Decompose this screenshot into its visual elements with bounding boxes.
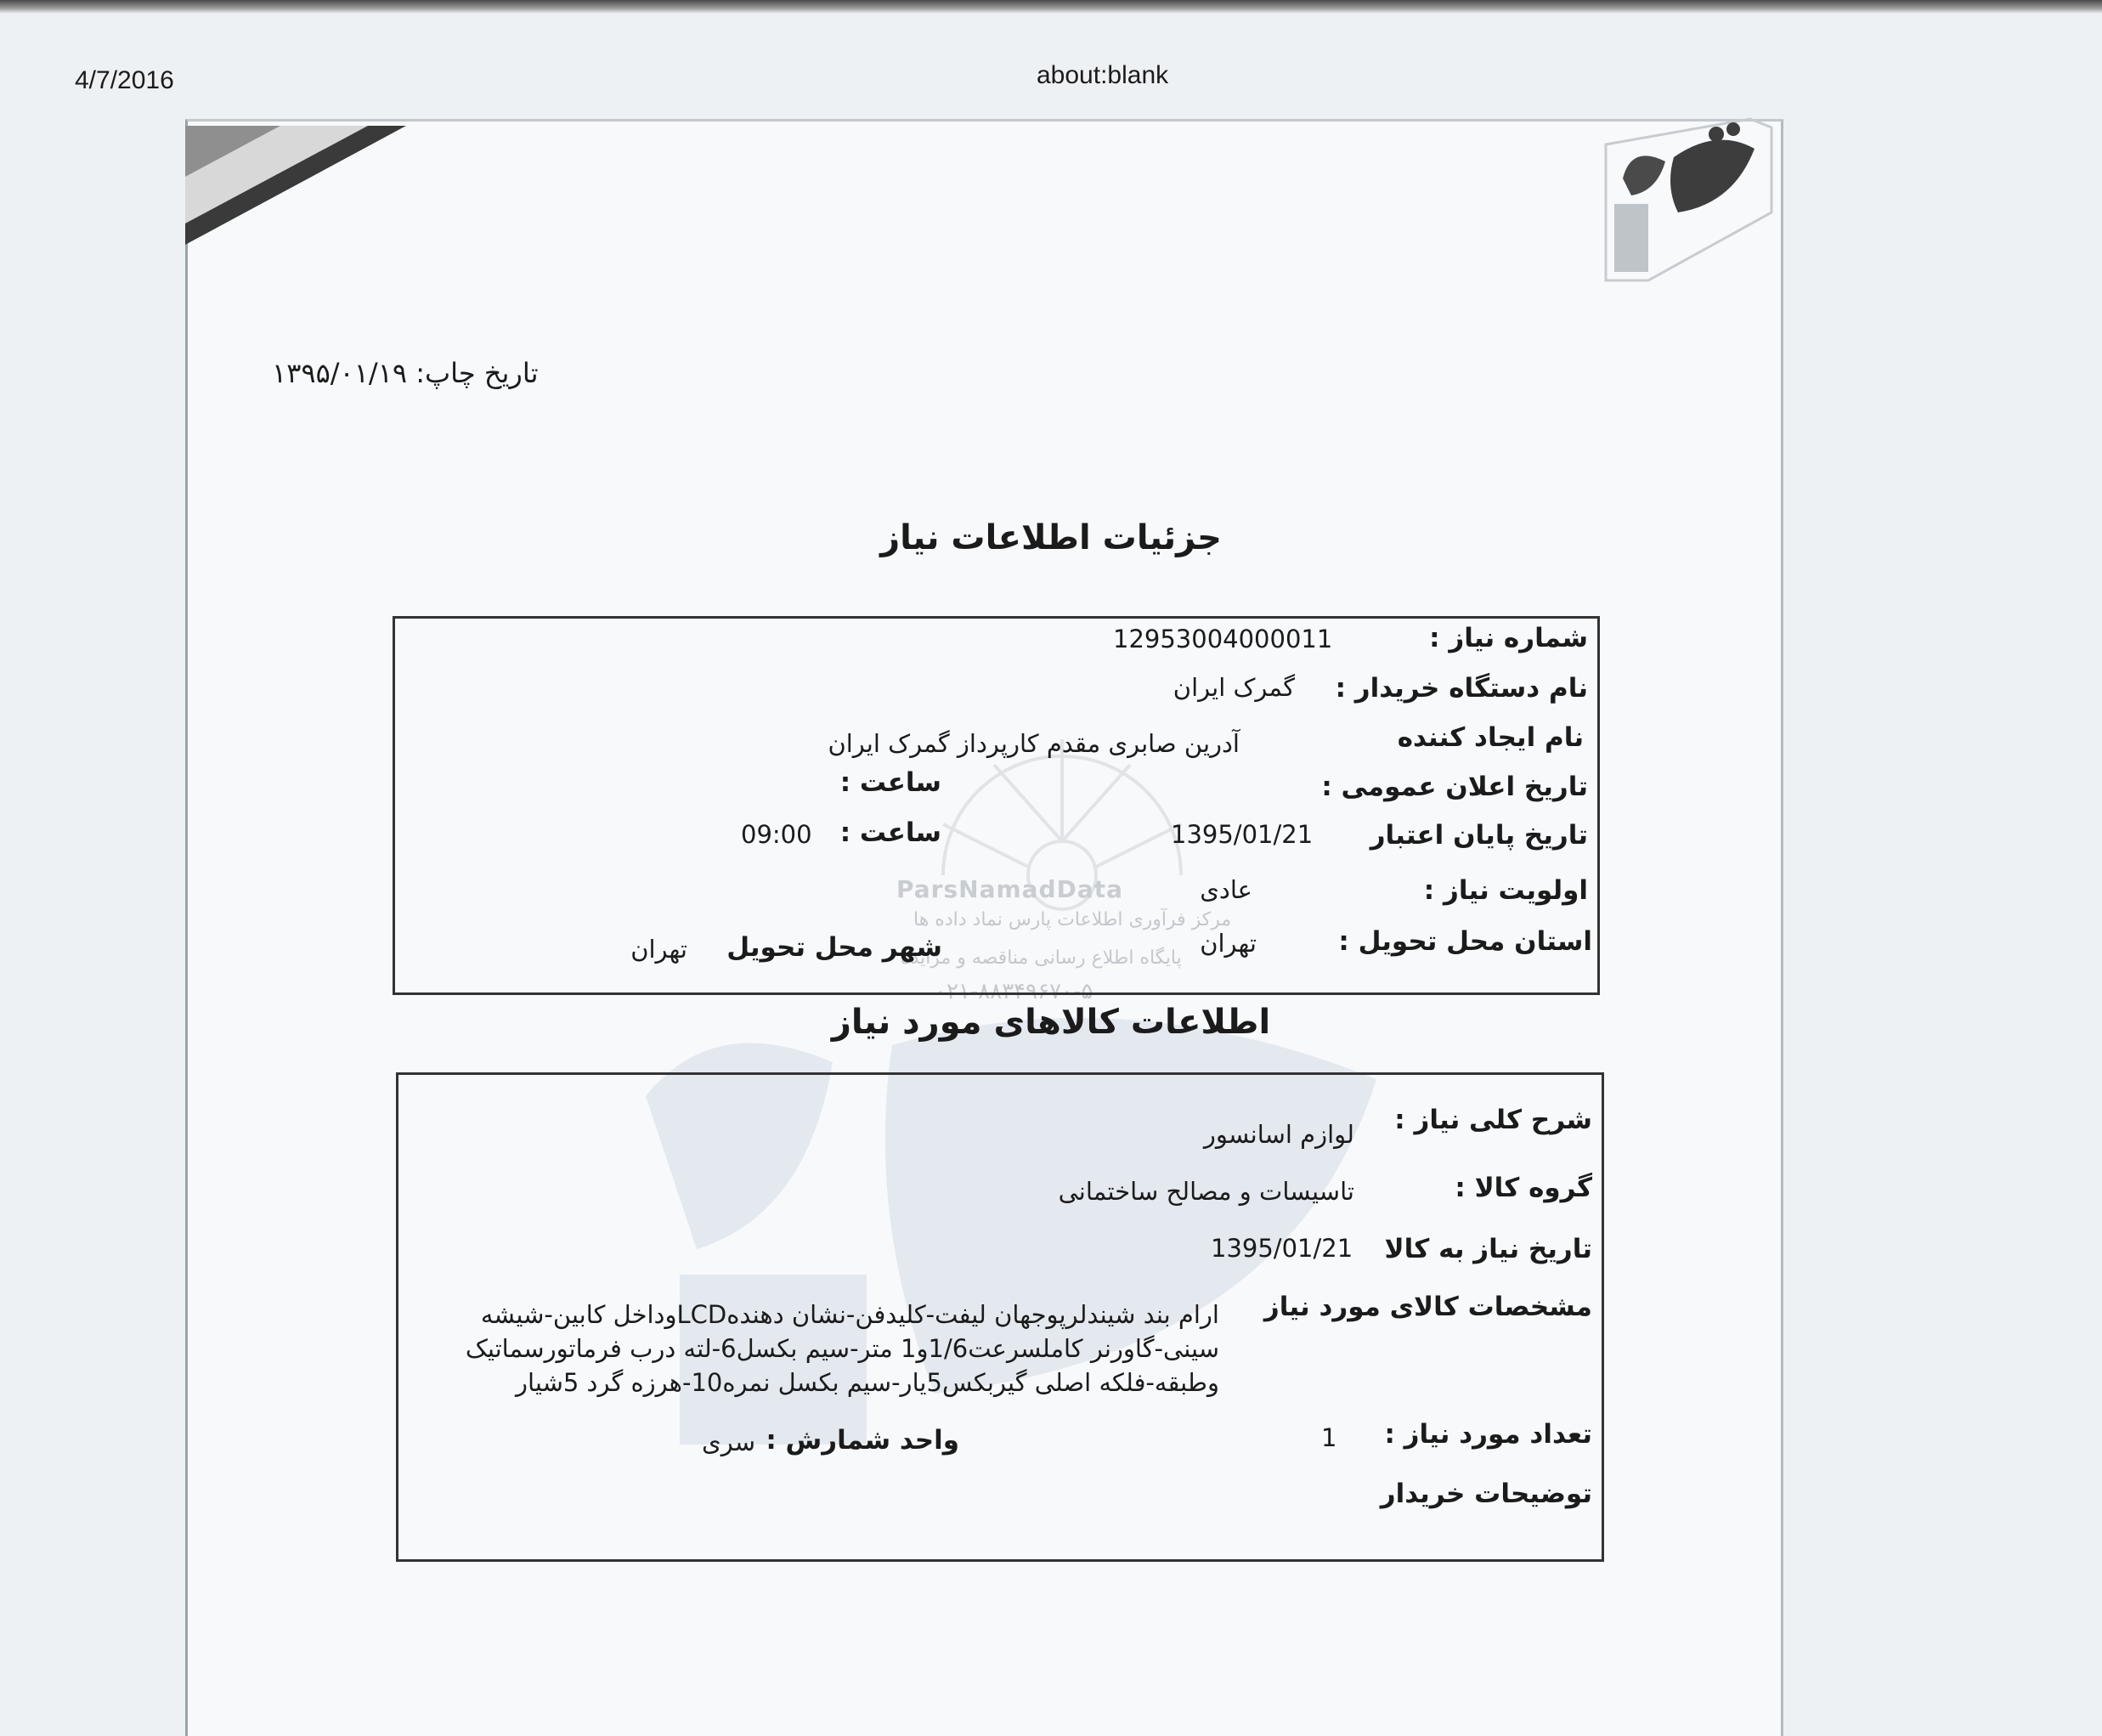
priority-value: عادی: [1200, 875, 1252, 904]
quantity-label: تعداد مورد نیاز :: [1384, 1419, 1592, 1450]
validity-date-label: تاریخ پایان اعتبار: [1370, 820, 1588, 851]
watermark-phone: ۰۲۱-۸۸۳۴۹۶۷۰-۵: [935, 979, 1093, 1004]
summary-value: لوازم اسانسور: [1203, 1120, 1354, 1149]
need-number-label: شماره نیاز :: [1429, 623, 1588, 653]
group-label: گروه کالا :: [1455, 1173, 1592, 1203]
browser-header-date: 4/7/2016: [75, 66, 174, 94]
unit-value: سری: [702, 1428, 755, 1456]
validity-time-label: ساعت :: [839, 817, 941, 848]
details-title: جزئیات اطلاعات نیاز: [880, 518, 1222, 557]
print-date: تاریخ چاپ: ۱۳۹۵/۰۱/۱۹: [272, 357, 539, 389]
specs-label: مشخصات کالای مورد نیاز: [1263, 1292, 1592, 1322]
province-value: تهران: [1200, 929, 1257, 958]
need-date-label: تاریخ نیاز به کالا: [1384, 1234, 1592, 1264]
need-date-value: 1395/01/21: [1211, 1234, 1353, 1263]
quantity-value: 1: [1321, 1423, 1337, 1452]
buyer-notes-label: توضیحات خریدار: [1380, 1479, 1592, 1509]
buyer-value: گمرک ایران: [1172, 673, 1295, 702]
specs-line-3: وطبقه-فلکه اصلی گیربکس5یار-سیم بکسل نمره10-هرزه گرد 5شیار: [515, 1368, 1219, 1397]
specs-line-2: سینی-گاورنر کاملسرعت1/6و1 متر-سیم بکسل6-لته درب فرماتورسماتیک: [465, 1334, 1219, 1363]
priority-label: اولویت نیاز :: [1423, 875, 1588, 906]
goods-title: اطلاعات کالاهای مورد نیاز: [831, 1003, 1271, 1042]
browser-header-url: about:blank: [1037, 61, 1169, 89]
city-value: تهران: [630, 935, 687, 964]
need-number-value: 12953004000011: [1113, 625, 1333, 653]
announce-date-label: تاریخ اعلان عمومی :: [1321, 772, 1588, 802]
creator-value: آدرین صابری مقدم کارپرداز گمرک ایران: [828, 729, 1240, 758]
specs-description: [404, 1298, 1219, 1400]
setad-logo: [1597, 110, 1784, 289]
buyer-label: نام دستگاه خریدار :: [1335, 673, 1588, 704]
summary-label: شرح کلی نیاز :: [1394, 1105, 1592, 1135]
announce-time-label: ساعت :: [839, 767, 941, 798]
validity-time-value: 09:00: [741, 820, 812, 849]
watermark-line-1: مرکز فرآوری اطلاعات پارس نماد داده ها: [913, 909, 1232, 930]
watermark-brand: ParsNamadData: [896, 875, 1123, 903]
city-label: شهر محل تحویل: [726, 932, 942, 963]
watermark-line-2: پایگاه اطلاع رسانی مناقصه و مزایده: [901, 947, 1182, 969]
unit-label: واحد شمارش :: [766, 1425, 959, 1456]
scan-top-edge: [0, 0, 2102, 14]
flag-ribbon-green: [185, 126, 280, 177]
group-value: تاسیسات و مصالح ساختمانی: [1058, 1177, 1354, 1206]
specs-line-1: ارام بند شیندلرپوجهان لیفت-کلیدفن-نشان دهندهLCDوداخل کابین-شیشه: [480, 1300, 1219, 1329]
creator-label: نام ایجاد کننده: [1397, 722, 1584, 753]
province-label: استان محل تحویل :: [1338, 926, 1592, 957]
validity-date-value: 1395/01/21: [1171, 820, 1314, 849]
